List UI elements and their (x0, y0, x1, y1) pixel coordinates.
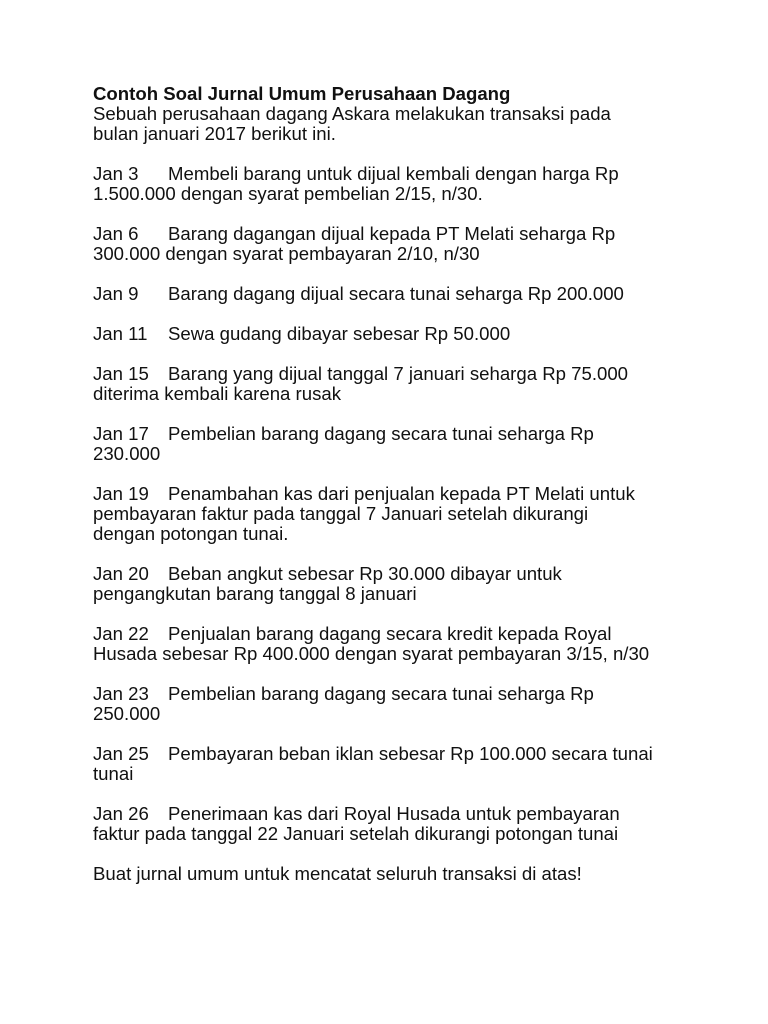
transaction-text: tunai (93, 763, 134, 784)
transaction-entry (93, 744, 693, 784)
transaction-entry (93, 804, 693, 844)
transaction-entry (93, 684, 693, 724)
transaction-date: Jan 25 (93, 743, 149, 764)
transaction-entry (93, 164, 693, 204)
transaction-text: 300.000 dengan syarat pembayaran 2/10, n/30 (93, 243, 480, 264)
transaction-text: Barang dagang dijual secara tunai seharga Rp 200.000 (168, 283, 624, 304)
intro-line: Sebuah perusahaan dagang Askara melakukan transaksi pada (93, 103, 611, 124)
transaction-date: Jan 6 (93, 223, 139, 244)
transaction-date: Jan 9 (93, 283, 139, 304)
transaction-entry (93, 564, 693, 604)
transaction-text: pembayaran faktur pada tanggal 7 Januari setelah dikurangi (93, 503, 589, 524)
transaction-text: Beban angkut sebesar Rp 30.000 dibayar untuk (168, 563, 562, 584)
transaction-entry (93, 324, 693, 344)
document-title: Contoh Soal Jurnal Umum Perusahaan Dagang (93, 83, 511, 104)
transaction-text: Pembelian barang dagang secara tunai seharga Rp (168, 423, 594, 444)
transaction-text: 250.000 (93, 703, 161, 724)
transaction-text: Sewa gudang dibayar sebesar Rp 50.000 (168, 323, 511, 344)
transaction-date: Jan 15 (93, 363, 149, 384)
transaction-text: Penerimaan kas dari Royal Husada untuk pembayaran (168, 803, 620, 824)
transaction-text: Husada sebesar Rp 400.000 dengan syarat pembayaran 3/15, n/30 (93, 643, 650, 664)
transaction-date: Jan 19 (93, 483, 149, 504)
transaction-text: Pembayaran beban iklan sebesar Rp 100.000 secara tunai (168, 743, 653, 764)
transaction-text: Barang yang dijual tanggal 7 januari seharga Rp 75.000 (168, 363, 629, 384)
transaction-date: Jan 26 (93, 803, 149, 824)
transaction-date: Jan 11 (93, 323, 148, 344)
intro-line: bulan januari 2017 berikut ini. (93, 123, 336, 144)
transaction-text: diterima kembali karena rusak (93, 383, 342, 404)
transaction-entry (93, 624, 693, 664)
transaction-text: dengan potongan tunai. (93, 523, 289, 544)
transaction-entry (93, 364, 693, 404)
closing-instruction: Buat jurnal umum untuk mencatat seluruh transaksi di atas! (93, 863, 582, 884)
transaction-date: Jan 3 (93, 163, 139, 184)
transaction-date: Jan 23 (93, 683, 149, 704)
intro-paragraph (93, 104, 693, 144)
transaction-text: 230.000 (93, 443, 161, 464)
transaction-text: faktur pada tanggal 22 Januari setelah dikurangi potongan tunai (93, 823, 619, 844)
transaction-text: Barang dagangan dijual kepada PT Melati seharga Rp (168, 223, 616, 244)
document-page (93, 84, 693, 884)
transaction-entry (93, 424, 693, 464)
transaction-text: Penjualan barang dagang secara kredit kepada Royal (168, 623, 612, 644)
transaction-text: Membeli barang untuk dijual kembali dengan harga Rp (168, 163, 619, 184)
transaction-text: Pembelian barang dagang secara tunai seharga Rp (168, 683, 594, 704)
transaction-entry (93, 484, 693, 544)
transaction-entry (93, 224, 693, 264)
transaction-entry (93, 284, 693, 304)
transaction-text: 1.500.000 dengan syarat pembelian 2/15, n/30. (93, 183, 483, 204)
transaction-text: Penambahan kas dari penjualan kepada PT Melati untuk (168, 483, 635, 504)
transaction-date: Jan 20 (93, 563, 149, 584)
transaction-text: pengangkutan barang tanggal 8 januari (93, 583, 417, 604)
transaction-date: Jan 22 (93, 623, 149, 644)
transaction-date: Jan 17 (93, 423, 149, 444)
